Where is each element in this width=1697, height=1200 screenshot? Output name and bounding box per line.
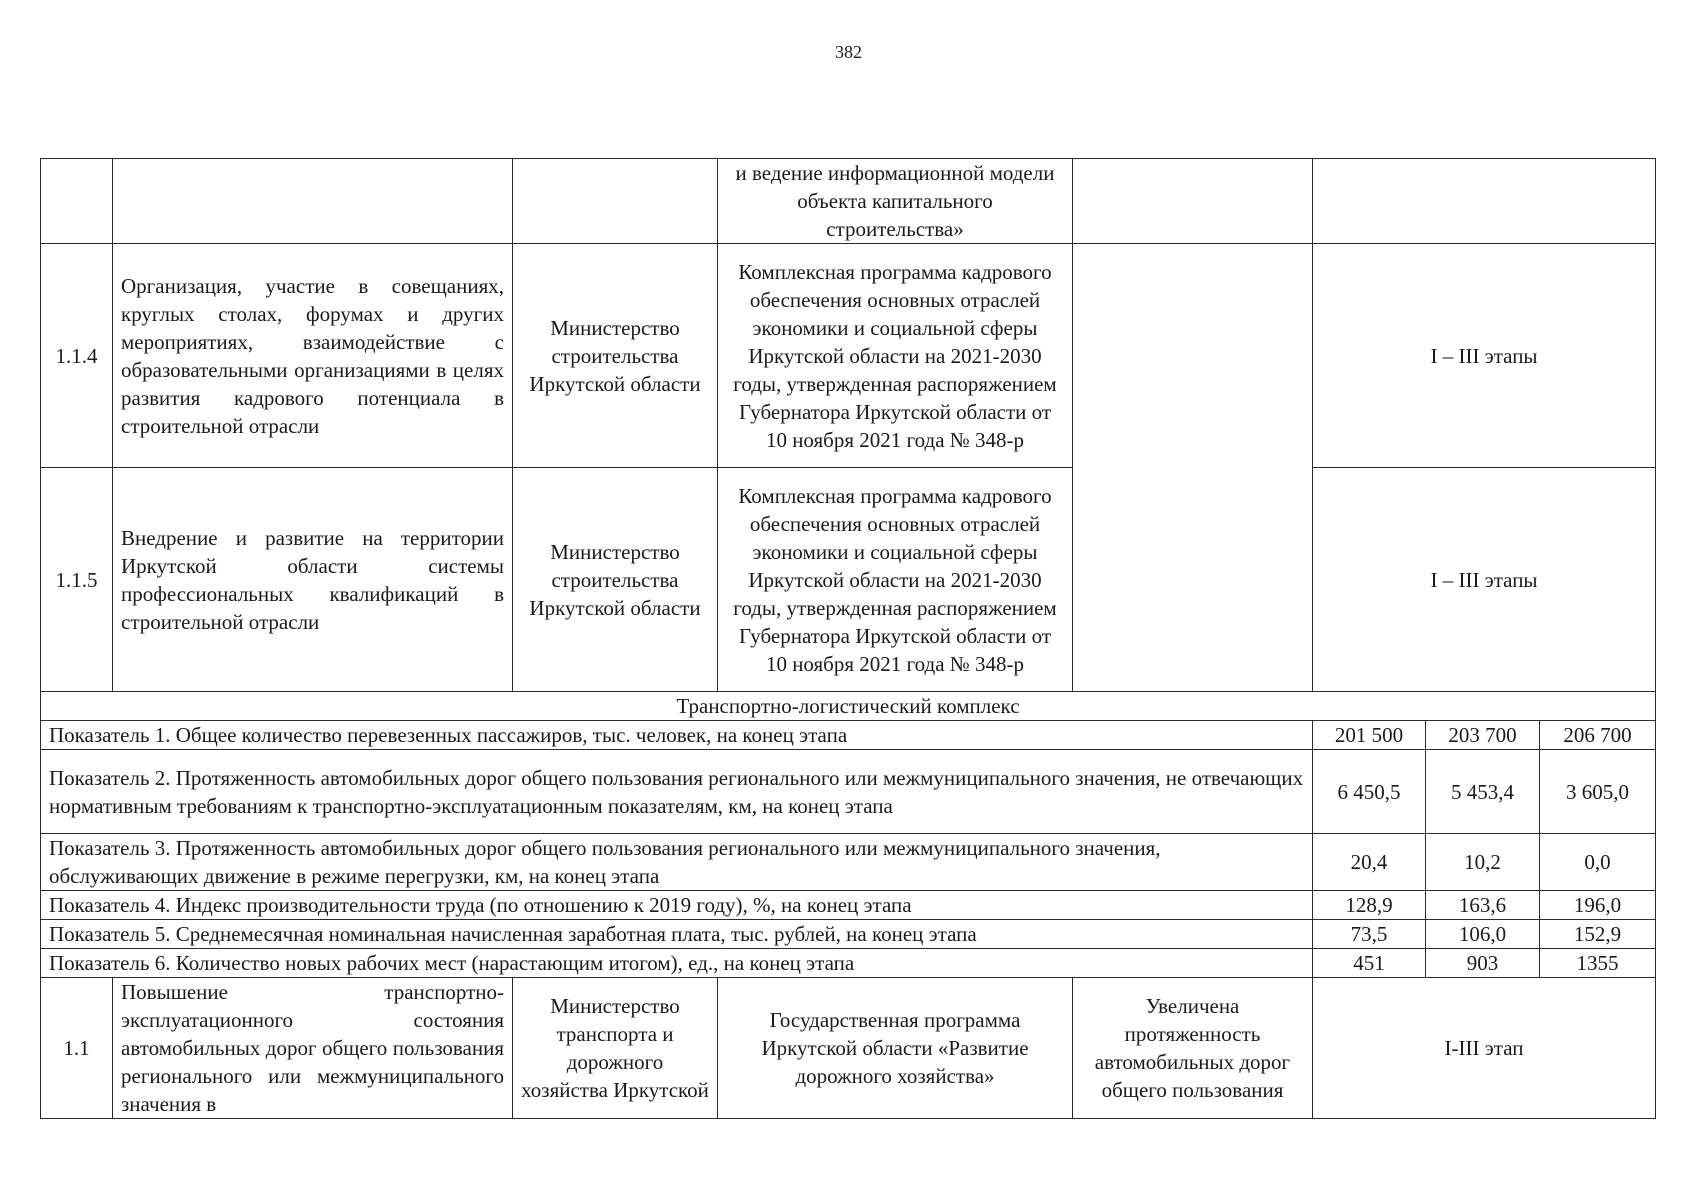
indicator-row [41, 750, 1656, 834]
indicator-value-stage-3: 0,0 [1540, 834, 1656, 891]
period-cell: I – III этапы [1313, 468, 1656, 692]
indicator-value-stage-3: 206 700 [1540, 721, 1656, 750]
executor-cell: Министерство транспорта и дорожного хозяйства Иркутской [513, 978, 718, 1119]
indicator-value-stage-1: 201 500 [1313, 721, 1426, 750]
basis-cell: Комплексная программа кадрового обеспечения основных отраслей экономики и социальной сферы Иркутской области на 2021-2030 годы, утвержденная распоряжением Губернатора Иркутской области от 10 ноября 2021 года № 348-р [718, 244, 1073, 468]
measures-table [40, 158, 1656, 1119]
indicator-value-stage-1: 451 [1313, 949, 1426, 978]
indicator-value-stage-3: 1355 [1540, 949, 1656, 978]
period-cell: I-III этап [1313, 978, 1656, 1119]
executor-cell: Министерство строительства Иркутской области [513, 244, 718, 468]
indicator-text: Показатель 2. Протяженность автомобильных дорог общего пользования регионального или межмуниципального значения, не отвечающих нормативным требованиям к транспортно-эксплуатационным показателям, км, на конец этапа [41, 750, 1313, 834]
measure-cell: Повышение транспортно-эксплуатационного состояния автомобильных дорог общего пользования регионального или межмуниципального значения в [113, 978, 513, 1119]
indicator-value-stage-2: 5 453,4 [1426, 750, 1540, 834]
measure-cell [113, 159, 513, 244]
indicator-value-stage-2: 163,6 [1426, 891, 1540, 920]
indicator-text: Показатель 6. Количество новых рабочих мест (нарастающим итогом), ед., на конец этапа [41, 949, 1313, 978]
row-number: 1.1 [41, 978, 113, 1119]
basis-cell: и ведение информационной модели объекта капитального строительства» [718, 159, 1073, 244]
table-row [41, 468, 1656, 692]
indicator-row [41, 891, 1656, 920]
table-row [41, 159, 1656, 244]
indicator-value-stage-3: 196,0 [1540, 891, 1656, 920]
indicator-value-stage-3: 152,9 [1540, 920, 1656, 949]
indicator-row [41, 721, 1656, 750]
indicator-text: Показатель 1. Общее количество перевезенных пассажиров, тыс. человек, на конец этапа [41, 721, 1313, 750]
indicator-value-stage-1: 73,5 [1313, 920, 1426, 949]
result-cell [1073, 244, 1313, 692]
result-cell [1073, 159, 1313, 244]
indicator-value-stage-1: 20,4 [1313, 834, 1426, 891]
executor-cell: Министерство строительства Иркутской области [513, 468, 718, 692]
indicator-value-stage-2: 903 [1426, 949, 1540, 978]
indicator-value-stage-1: 6 450,5 [1313, 750, 1426, 834]
indicator-row [41, 949, 1656, 978]
indicator-value-stage-2: 106,0 [1426, 920, 1540, 949]
indicator-row [41, 834, 1656, 891]
basis-cell: Государственная программа Иркутской области «Развитие дорожного хозяйства» [718, 978, 1073, 1119]
measure-cell: Внедрение и развитие на территории Иркутской области системы профессиональных квалификаций в строительной отрасли [113, 468, 513, 692]
indicator-value-stage-3: 3 605,0 [1540, 750, 1656, 834]
executor-cell [513, 159, 718, 244]
indicator-text: Показатель 5. Среднемесячная номинальная начисленная заработная плата, тыс. рублей, на конец этапа [41, 920, 1313, 949]
row-number: 1.1.4 [41, 244, 113, 468]
measure-cell: Организация, участие в совещаниях, круглых столах, форумах и других мероприятиях, взаимодействие с образовательными организациями в целях развития кадрового потенциала в строительной отрасли [113, 244, 513, 468]
period-cell: I – III этапы [1313, 244, 1656, 468]
indicator-row [41, 920, 1656, 949]
table-row [41, 978, 1656, 1119]
indicator-value-stage-2: 203 700 [1426, 721, 1540, 750]
indicator-value-stage-2: 10,2 [1426, 834, 1540, 891]
section-title: Транспортно-логистический комплекс [41, 692, 1656, 721]
indicator-text: Показатель 3. Протяженность автомобильных дорог общего пользования регионального или межмуниципального значения, обслуживающих движение в режиме перегрузки, км, на конец этапа [41, 834, 1313, 891]
indicator-value-stage-1: 128,9 [1313, 891, 1426, 920]
period-cell [1313, 159, 1656, 244]
result-cell: Увеличена протяженность автомобильных дорог общего пользования [1073, 978, 1313, 1119]
page-number: 382 [835, 42, 862, 62]
num-cell [41, 159, 113, 244]
basis-cell: Комплексная программа кадрового обеспечения основных отраслей экономики и социальной сферы Иркутской области на 2021-2030 годы, утвержденная распоряжением Губернатора Иркутской области от 10 ноября 2021 года № 348-р [718, 468, 1073, 692]
table-row [41, 244, 1656, 468]
indicator-text: Показатель 4. Индекс производительности труда (по отношению к 2019 году), %, на конец этапа [41, 891, 1313, 920]
section-row [41, 692, 1656, 721]
row-number: 1.1.5 [41, 468, 113, 692]
